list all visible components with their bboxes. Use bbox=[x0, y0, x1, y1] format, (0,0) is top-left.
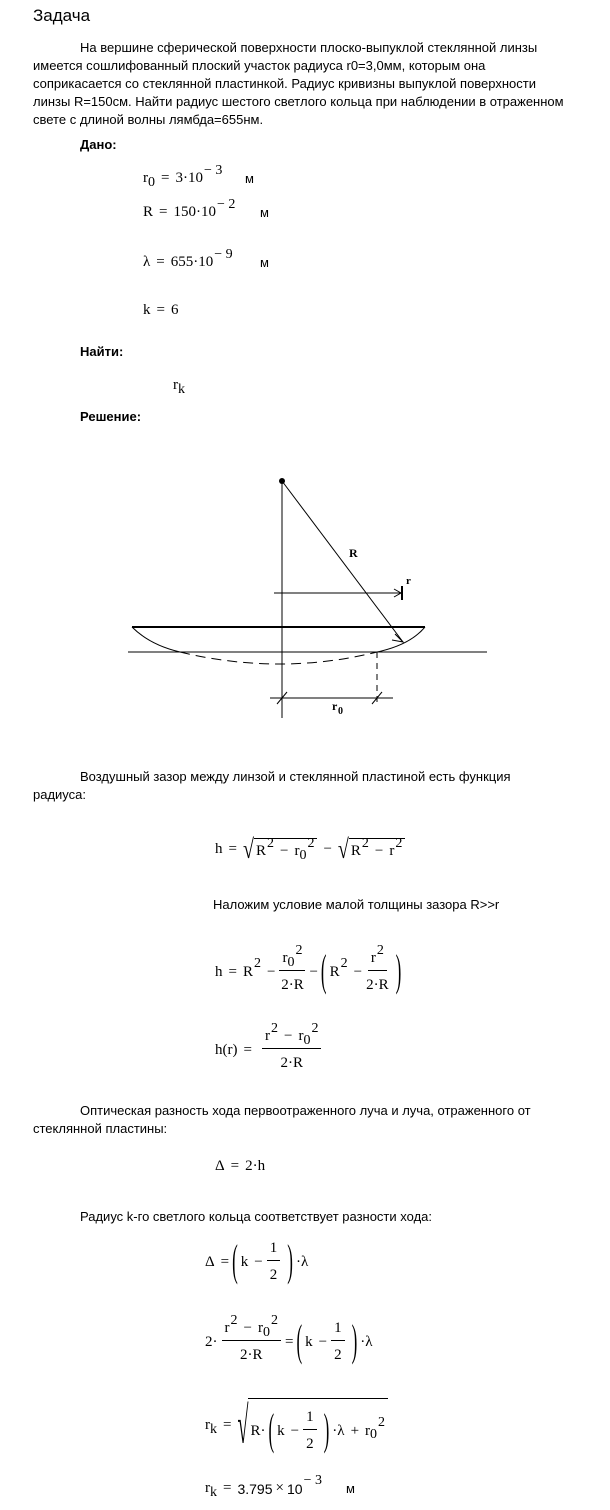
var: r bbox=[205, 1417, 210, 1433]
formula-h-of-r bbox=[215, 1021, 325, 1072]
label-r0: r bbox=[332, 699, 338, 713]
denominator: 2 bbox=[334, 1347, 342, 1363]
label-r: r bbox=[406, 575, 411, 587]
exp: 2 bbox=[253, 956, 261, 971]
eq: = bbox=[220, 1253, 230, 1270]
num: 2 bbox=[205, 1333, 213, 1350]
op: · bbox=[212, 1333, 218, 1350]
var: k bbox=[143, 302, 151, 318]
exp: 2 bbox=[340, 956, 348, 971]
eq: = bbox=[228, 963, 237, 980]
op: − bbox=[318, 1333, 328, 1350]
problem-line: линзы R=150см. Найти радиус шестого светлого кольца при наблюдении в отраженном bbox=[33, 94, 564, 109]
var: r bbox=[264, 1028, 270, 1044]
lens-arc-left bbox=[132, 627, 180, 652]
exp: − 3 bbox=[303, 1472, 322, 1488]
sub: 0 bbox=[299, 847, 307, 863]
denominator: 2 bbox=[269, 1267, 278, 1283]
fraction bbox=[262, 1021, 321, 1072]
eq: = bbox=[159, 204, 168, 220]
exp: 2 bbox=[230, 1313, 238, 1328]
var: Δ bbox=[215, 1158, 225, 1174]
op: − bbox=[254, 1253, 263, 1270]
sub: 0 bbox=[370, 1427, 378, 1442]
var: k bbox=[277, 1422, 285, 1439]
var: R bbox=[350, 843, 361, 859]
paren: ( bbox=[296, 1316, 303, 1366]
sub: 0 bbox=[303, 1033, 311, 1048]
paren: ( bbox=[320, 946, 327, 996]
op: − bbox=[309, 963, 318, 980]
var: λ bbox=[365, 1333, 373, 1350]
numerator: 1 bbox=[331, 1320, 345, 1341]
denominator: 2 bbox=[306, 1436, 314, 1452]
paren: ( bbox=[232, 1236, 238, 1286]
exp: − 9 bbox=[214, 246, 233, 262]
exp: 2 bbox=[311, 1021, 319, 1036]
sqrt-icon: √ bbox=[237, 1398, 249, 1456]
var: h bbox=[257, 1158, 266, 1174]
var: r bbox=[389, 843, 395, 859]
label-r0-sub: 0 bbox=[338, 706, 343, 717]
radius-line bbox=[282, 481, 403, 642]
var: h(r) bbox=[215, 1041, 238, 1058]
op: · bbox=[360, 1333, 366, 1350]
base: 10 bbox=[286, 1480, 303, 1497]
exp: 2 bbox=[395, 835, 403, 851]
given-label: Дано: bbox=[80, 137, 117, 152]
text-optical-line: стеклянной пластины: bbox=[33, 1121, 168, 1136]
solution-label: Решение: bbox=[80, 409, 142, 424]
op: · bbox=[332, 1422, 338, 1439]
eq: = bbox=[243, 1041, 252, 1058]
sqrt bbox=[337, 835, 405, 865]
formula-delta-2h bbox=[215, 1158, 265, 1175]
var: h bbox=[215, 840, 223, 857]
var: r bbox=[298, 1028, 304, 1044]
var: Δ bbox=[205, 1253, 215, 1270]
label-R: R bbox=[349, 546, 358, 560]
exp: − 3 bbox=[203, 162, 223, 178]
fraction bbox=[303, 1409, 317, 1453]
num: 2 bbox=[245, 1158, 253, 1174]
var: k bbox=[240, 1253, 249, 1270]
op: − bbox=[290, 1422, 300, 1439]
eq: = bbox=[284, 1333, 294, 1350]
var: R bbox=[255, 843, 266, 859]
exp: 2 bbox=[295, 943, 303, 958]
sqrt-icon: √ bbox=[337, 835, 349, 865]
fraction bbox=[222, 1313, 281, 1364]
eq: = bbox=[230, 1158, 240, 1174]
text-ring: Радиус k-го светлого кольца соответствует разности хода: bbox=[80, 1209, 432, 1224]
exp: 2 bbox=[270, 1021, 278, 1036]
exp: 2 bbox=[376, 943, 384, 958]
formula-result bbox=[205, 1472, 355, 1500]
value: 6 bbox=[170, 302, 179, 318]
var: r bbox=[143, 170, 148, 186]
numerator: 1 bbox=[303, 1409, 317, 1430]
problem-line: соприкасается со стеклянной пластинкой. Радиус кривизны выпуклой поверхности bbox=[33, 76, 536, 91]
sub: k bbox=[210, 1484, 217, 1500]
text-optical-line: Оптическая разность хода первоотраженного луча и луча, отраженного от bbox=[80, 1103, 531, 1118]
sub: 0 bbox=[262, 1325, 270, 1340]
paren: ) bbox=[287, 1236, 293, 1286]
formula-rk bbox=[205, 1398, 388, 1456]
var: R bbox=[242, 963, 253, 980]
eq: = bbox=[228, 840, 237, 857]
problem-line: свете с длиной волны лямбда=655нм. bbox=[33, 112, 264, 127]
var: λ bbox=[300, 1253, 309, 1270]
exp: 2 bbox=[307, 835, 315, 851]
fraction bbox=[331, 1320, 345, 1364]
var: R bbox=[143, 204, 154, 220]
denominator: 2·R bbox=[280, 1055, 303, 1071]
numerator: 1 bbox=[267, 1240, 281, 1261]
formula-h-approx bbox=[215, 943, 404, 996]
exp: 2 bbox=[378, 1415, 386, 1430]
problem-line: имеется сошлифованный плоский участок радиуса r0=3,0мм, которым она bbox=[33, 58, 486, 73]
var: h bbox=[215, 963, 223, 980]
unit: м bbox=[245, 171, 254, 186]
denominator: 2·R bbox=[281, 977, 304, 993]
value: 655·10 bbox=[170, 254, 214, 270]
fraction bbox=[279, 943, 305, 994]
text-gap-line: радиуса: bbox=[33, 787, 87, 802]
exp: 2 bbox=[361, 835, 369, 851]
eq: = bbox=[223, 1417, 232, 1433]
var: r bbox=[224, 1320, 230, 1336]
formula-delta-k bbox=[205, 1236, 309, 1286]
lens-arc-dashed bbox=[180, 652, 377, 664]
eq: = bbox=[156, 254, 165, 270]
op: − bbox=[283, 1028, 293, 1044]
exp: 2 bbox=[266, 835, 274, 851]
fraction bbox=[366, 943, 389, 994]
eq: = bbox=[161, 170, 170, 186]
unit: м bbox=[260, 205, 269, 220]
op: · bbox=[295, 1253, 301, 1270]
var: r bbox=[294, 843, 300, 859]
find-label: Найти: bbox=[80, 344, 124, 359]
op: − bbox=[266, 963, 276, 980]
sub: k bbox=[178, 381, 185, 397]
exp: − 2 bbox=[216, 196, 236, 212]
sub: 0 bbox=[148, 174, 155, 190]
unit: м bbox=[346, 1481, 355, 1496]
var: r bbox=[365, 1422, 371, 1439]
problem-line: На вершине сферической поверхности плоско-выпуклой стеклянной линзы bbox=[80, 40, 538, 55]
var: λ bbox=[143, 254, 151, 270]
value: 150·10 bbox=[173, 204, 216, 220]
denominator: 2·R bbox=[366, 977, 389, 993]
op: − bbox=[374, 843, 384, 859]
op: · bbox=[260, 1422, 266, 1439]
value: 3·10 bbox=[175, 170, 203, 186]
formula-condition-equation bbox=[205, 1313, 373, 1366]
var: r bbox=[370, 950, 376, 966]
formula-h-exact bbox=[215, 835, 405, 865]
text-condition: Наложим условие малой толщины зазора R>>r bbox=[213, 897, 500, 912]
text-gap-line: Воздушный зазор между линзой и стеклянной пластиной есть функция bbox=[80, 769, 511, 784]
sqrt-icon: √ bbox=[242, 835, 254, 865]
fraction bbox=[267, 1240, 281, 1284]
unit: м bbox=[260, 255, 269, 270]
var: r bbox=[282, 950, 288, 966]
op: − bbox=[323, 840, 332, 857]
var: r bbox=[257, 1320, 263, 1336]
op: + bbox=[350, 1422, 360, 1439]
eq: = bbox=[223, 1480, 232, 1496]
var: R bbox=[329, 963, 340, 980]
exp: 2 bbox=[270, 1313, 278, 1328]
sub: k bbox=[210, 1421, 217, 1437]
sqrt bbox=[242, 835, 317, 865]
var: r bbox=[173, 377, 178, 393]
sub: 0 bbox=[287, 955, 295, 970]
page-title: Задача bbox=[33, 6, 91, 25]
var: λ bbox=[337, 1422, 345, 1439]
op: × bbox=[275, 1480, 284, 1496]
var: r bbox=[205, 1480, 210, 1496]
op: − bbox=[243, 1320, 252, 1336]
op: − bbox=[279, 843, 289, 859]
var: k bbox=[305, 1333, 313, 1350]
paren: ) bbox=[323, 1405, 330, 1455]
eq: = bbox=[156, 302, 165, 318]
paren: ) bbox=[395, 946, 402, 996]
result-value: 3.795 bbox=[237, 1480, 273, 1497]
op: · bbox=[252, 1158, 258, 1174]
sqrt bbox=[237, 1398, 388, 1456]
var: R bbox=[250, 1422, 261, 1439]
paren: ( bbox=[268, 1405, 275, 1455]
denominator: 2·R bbox=[239, 1347, 263, 1363]
paren: ) bbox=[351, 1316, 358, 1366]
op: − bbox=[353, 963, 363, 980]
